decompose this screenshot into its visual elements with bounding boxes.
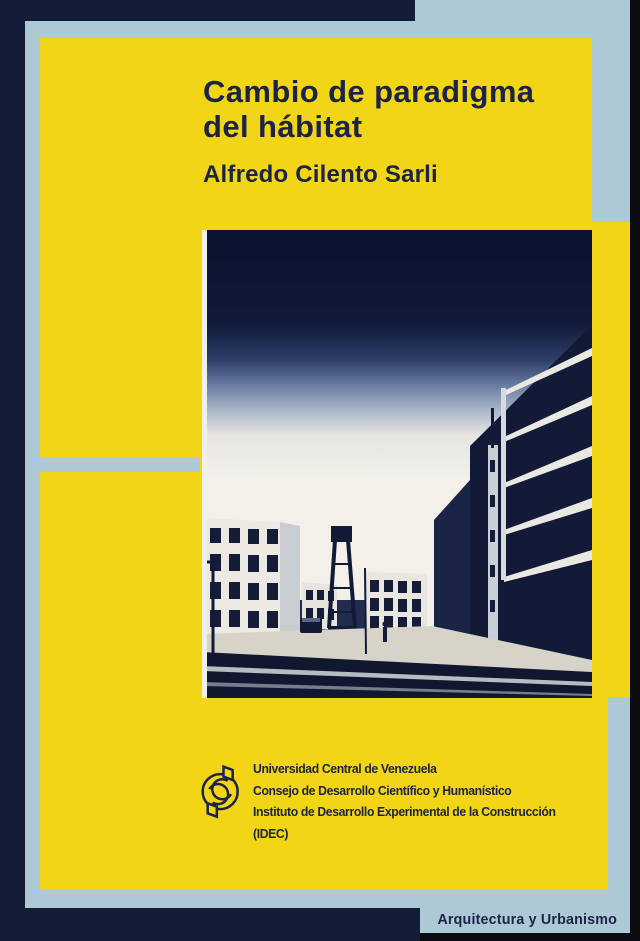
bottom-accent-bar (25, 908, 420, 941)
book-title (203, 74, 603, 144)
cover-photo (202, 230, 592, 698)
left-spine-bar (0, 0, 25, 941)
title-line-2: del hábitat (203, 109, 363, 144)
publisher-line-3: Instituto de Desarrollo Experimental de la Construcción (253, 804, 556, 819)
publisher-line-2: Consejo de Desarrollo Científico y Humanístico (253, 782, 512, 798)
cover-photo-illustration (202, 230, 592, 698)
interlocked-rings-emblem (196, 760, 246, 820)
top-accent-bar (0, 0, 415, 21)
publisher-line-4: (IDEC) (253, 825, 289, 841)
publisher-line-1: Universidad Central de Venezuela (253, 761, 437, 776)
ucv-idec-logo-icon (196, 760, 246, 824)
title-line-1: Cambio de paradigma (203, 74, 535, 109)
scan-edge-bottom (420, 933, 640, 941)
title-block (203, 74, 603, 188)
series-label: Arquitectura y Urbanismo (437, 911, 617, 928)
scan-edge-right (630, 0, 640, 941)
author-name: Alfredo Cilento Sarli (203, 161, 438, 188)
publisher-block (253, 758, 629, 844)
